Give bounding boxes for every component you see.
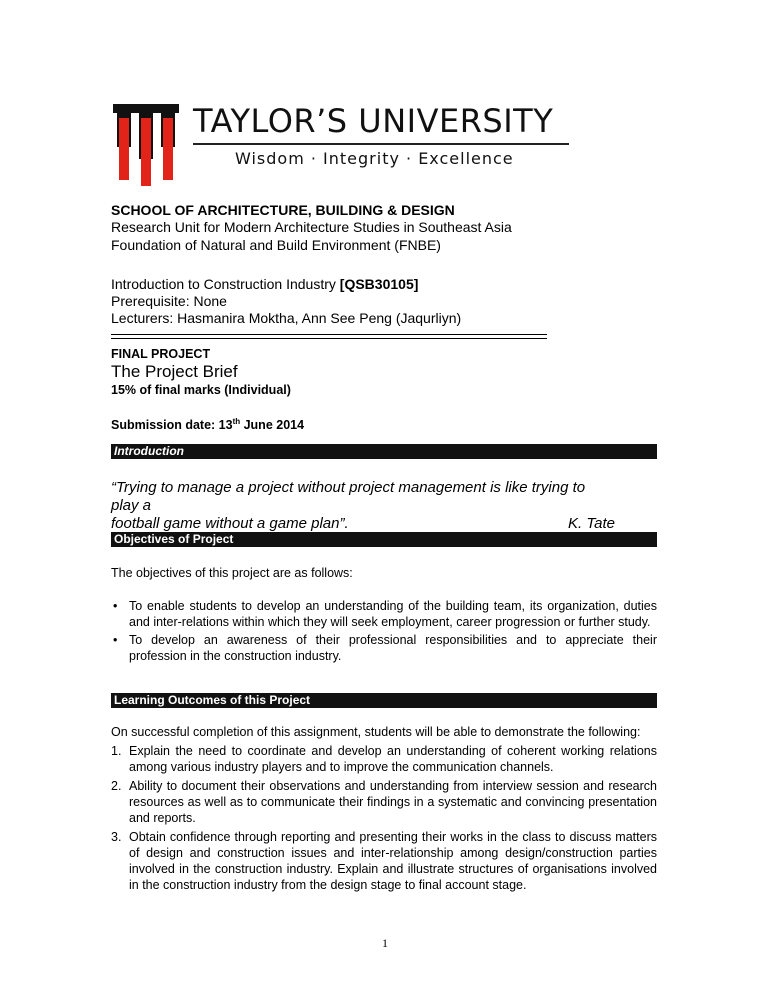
logo-divider [193,143,569,145]
lecturers: Lecturers: Hasmanira Moktha, Ann See Peng (Jaqurliyn) [111,310,462,326]
list-item: • To develop an awareness of their professional responsibilities and to appreciate their profession in the construction industry. [113,633,657,663]
outcomes-intro: On successful completion of this assignment, students will be able to demonstrate the following: [111,725,641,739]
objectives-list [111,598,657,666]
university-motto: Wisdom · Integrity · Excellence [235,149,514,168]
programme-name: Foundation of Natural and Build Environment (FNBE) [111,237,441,253]
page-number: 1 [382,936,388,950]
quote-author: K. Tate [568,515,615,532]
bullet-icon: • [113,633,118,647]
quote-line-2: football game without a game plan”. [111,515,349,532]
research-unit: Research Unit for Modern Architecture Studies in Southeast Asia [111,219,512,235]
list-item: 3. Obtain confidence through reporting and presenting their works in the class to discuss matters of design and construction issues and inter-relationship among design/construction parties involved in the construction industry. Explain and illustrate structures of organisations involved in the construction industry from the design stage to final account stage. [111,830,657,892]
list-item: • To enable students to develop an understanding of the building team, its organization, duties and inter-relations within which they will seek employment, career progression or further study. [113,599,657,629]
school-name: SCHOOL OF ARCHITECTURE, BUILDING & DESIGN [111,202,455,218]
intro-quote [111,479,615,533]
objectives-intro: The objectives of this project are as follows: [111,566,353,580]
course-title [111,276,418,293]
outcomes-heading-bar [111,693,657,708]
course-name: Introduction to Construction Industry [111,276,336,292]
course-code: [QSB30105] [339,276,419,292]
university-crest-icon [113,104,179,186]
university-name: TAYLOR’S UNIVERSITY [193,102,554,140]
introduction-heading-bar [111,444,657,459]
final-project-label: FINAL PROJECT [111,347,211,361]
prerequisite: Prerequisite: None [111,293,227,309]
outcomes-heading: Learning Outcomes of this Project [114,693,311,707]
objectives-heading-bar [111,532,657,547]
quote-line-1: “Trying to manage a project without project management is like trying to play a [111,479,586,514]
university-logo [113,104,573,186]
project-title: The Project Brief [111,362,238,381]
divider-line [111,338,547,339]
project-weight: 15% of final marks (Individual) [111,383,291,397]
objectives-heading: Objectives of Project [114,532,234,546]
introduction-heading: Introduction [114,444,184,458]
list-item: 1. Explain the need to coordinate and develop an understanding of coherent working relations among various industry players and to improve the communication channels. [111,744,657,774]
submission-date: Submission date: 13th June 2014 [111,417,305,433]
outcomes-list [111,743,657,896]
bullet-icon: • [113,599,118,613]
list-item: 2. Ability to document their observations and understanding from interview session and research resources as well as to communicate their findings in a systematic and convincing presentation and reports. [111,779,657,825]
divider-line [111,334,547,335]
